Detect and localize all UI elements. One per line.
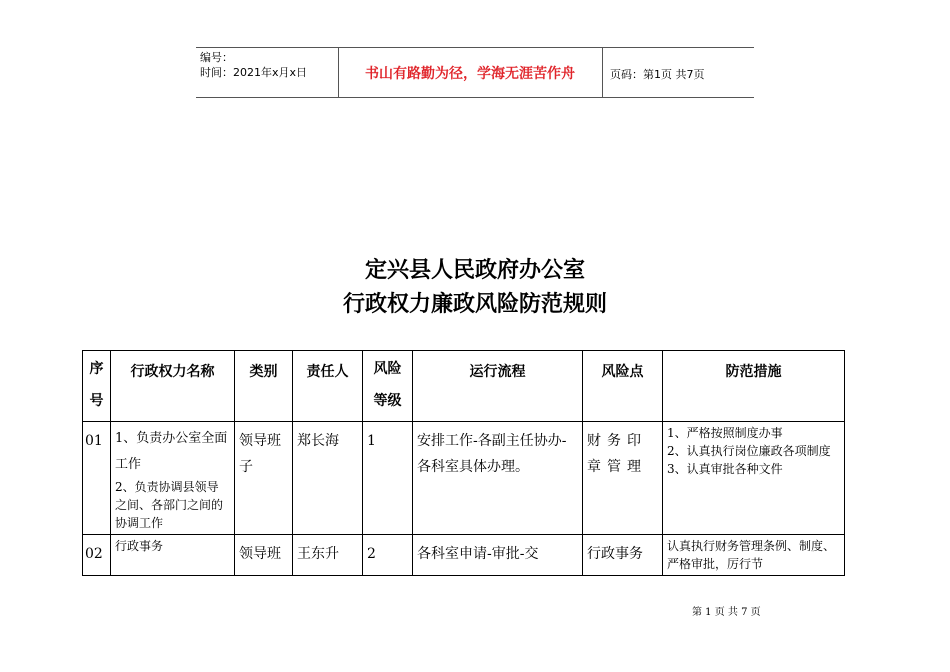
header-category: 类别: [235, 351, 293, 422]
row2-risk-point: 行政事务: [583, 535, 663, 576]
row2-responsible: 王东升: [293, 535, 363, 576]
document-title-line2: 行政权力廉政风险防范规则: [342, 292, 607, 317]
row1-measure-2: 2、认真执行岗位廉政各项制度: [667, 444, 831, 458]
row2-process: 各科室申请-审批-交: [413, 535, 583, 576]
row2-seq: 02: [83, 535, 111, 576]
row2-risk-level: 2: [363, 535, 413, 576]
header-motto: 书山有路勤为径，学海无涯苦作舟: [365, 65, 575, 82]
header-risk-point: 风险点: [583, 351, 663, 422]
header-measures: 防范措施: [663, 351, 845, 422]
header-seq-line1: 序: [89, 361, 104, 377]
table-header-row: [83, 351, 845, 422]
header-seq: [83, 351, 111, 422]
page-footer: 第 1 页 共 7 页: [692, 607, 761, 618]
row2-category: 领导班: [235, 535, 293, 576]
risk-rules-table: [82, 350, 845, 576]
row1-risk-point: 财务印章管理: [583, 422, 663, 535]
row1-power-name: [111, 422, 235, 535]
table-row: [83, 422, 845, 535]
header-seq-line2: 号: [89, 393, 104, 409]
row1-category: 领导班子: [235, 422, 293, 535]
row1-process: 安排工作-各副主任协办-各科室具体办理。: [413, 422, 583, 535]
row1-power-item2: 2、负责协调县领导之间、各部门之间的协调工作: [115, 480, 224, 530]
header-divider-2: [602, 47, 603, 98]
row1-risk-level: 1: [363, 422, 413, 535]
header-responsible: 责任人: [293, 351, 363, 422]
row1-measure-1: 1、严格按照制度办事: [667, 426, 783, 440]
row1-measure-3: 3、认真审批各种文件: [667, 462, 783, 476]
serial-label: 编号：: [200, 51, 233, 64]
header-process: 运行流程: [413, 351, 583, 422]
header-page-info: 页码：第1页 共7页: [610, 68, 705, 81]
header-meta: [200, 50, 307, 80]
row1-responsible: 郑长海: [293, 422, 363, 535]
header-risk-line2: 等级: [373, 393, 402, 409]
row2-measures: 认真执行财务管理条例、制度、严格审批，厉行节: [663, 535, 845, 576]
row1-measures: [663, 422, 845, 535]
header-power-name: 行政权力名称: [111, 351, 235, 422]
row2-power-name: 行政事务: [111, 535, 235, 576]
document-title-line1: 定兴县人民政府办公室: [364, 258, 585, 283]
header-risk-line1: 风险: [373, 361, 402, 377]
table-row: [83, 535, 845, 576]
time-label: 时间：2021年x月x日: [200, 66, 308, 79]
header-risk-level: [363, 351, 413, 422]
row1-power-item1: 1、负责办公室全面工作: [115, 431, 228, 472]
row1-seq: 01: [83, 422, 111, 535]
